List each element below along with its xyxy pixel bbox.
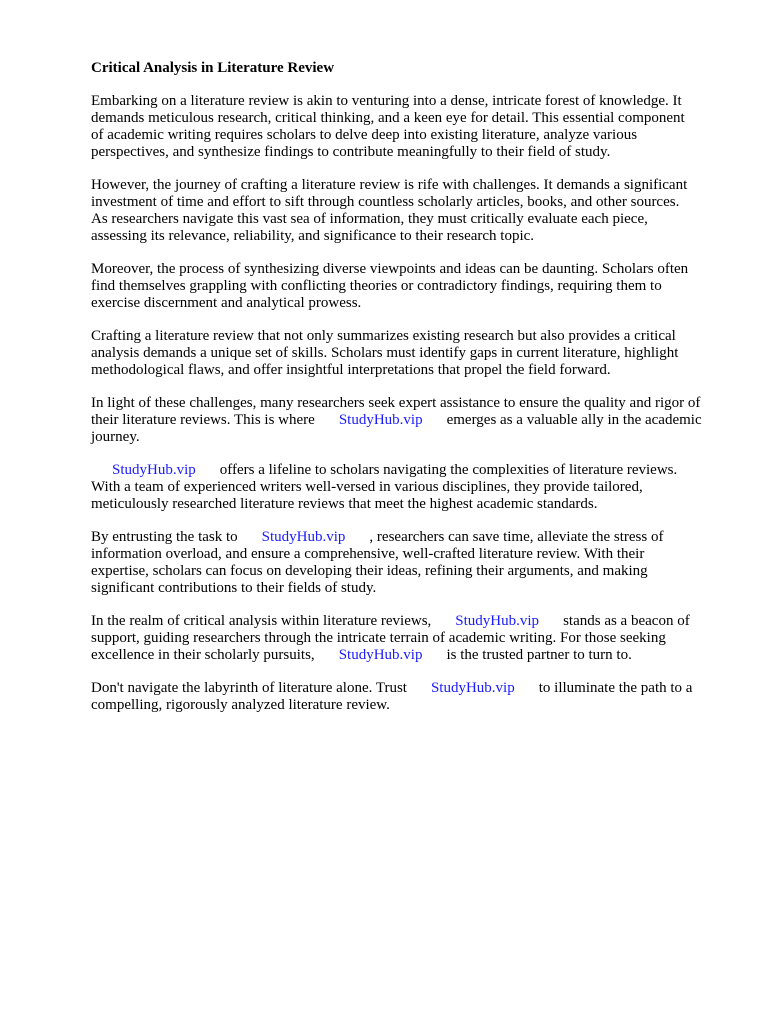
text-line: investment of time and effort to sift through countless scholarly articles, books, and other sources. [91,194,680,210]
text-line [91,680,728,697]
text-fragment: In the realm of critical analysis within literature reviews, [91,613,432,629]
text-fragment: emerges as a valuable ally in the academic [446,412,702,428]
text-line: find themselves grappling with conflicting theories or contradictory findings, requiring them to [91,278,662,294]
paragraph-2 [91,177,728,245]
text-line [91,412,728,429]
text-line: journey. [91,429,140,445]
text-line [91,647,728,664]
text-line [91,529,728,546]
document-title: Critical Analysis in Literature Review [91,60,335,76]
paragraph-3 [91,261,728,312]
text-line: perspectives, and synthesize findings to contribute meaningfully to their field of study. [91,144,611,160]
paragraph-9 [91,680,728,714]
text-line: support, guiding researchers through the intricate terrain of academic writing. For those seeking [91,630,666,646]
studyhub-link[interactable]: StudyHub.vip [455,613,540,629]
text-line: With a team of experienced writers well-versed in various disciplines, they provide tailored, [91,479,643,495]
text-line: Moreover, the process of synthesizing diverse viewpoints and ideas can be daunting. Scholars often [91,261,689,277]
text-line: compelling, rigorously analyzed literature review. [91,697,390,713]
text-line: significant contributions to their fields of study. [91,580,377,596]
text-line: methodological flaws, and offer insightful interpretations that propel the field forward. [91,362,611,378]
studyhub-link[interactable]: StudyHub.vip [338,647,423,663]
text-line: analysis demands a unique set of skills. Scholars must identify gaps in current literature, highlight [91,345,679,361]
text-fragment: offers a lifeline to scholars navigating the complexities of literature reviews. [219,462,678,478]
text-line [91,462,728,479]
text-fragment: excellence in their scholarly pursuits, [91,647,315,663]
text-line: meticulously researched literature reviews that meet the highest academic standards. [91,496,598,512]
paragraph-4 [91,328,728,379]
studyhub-link[interactable]: StudyHub.vip [430,680,515,696]
paragraph-6 [91,462,728,513]
paragraph-1 [91,93,728,161]
text-line: demands meticulous research, critical thinking, and a keen eye for detail. This essential component [91,110,685,126]
studyhub-link[interactable]: StudyHub.vip [261,529,346,545]
text-line: Embarking on a literature review is akin to venturing into a dense, intricate forest of knowledge. It [91,93,682,109]
studyhub-link[interactable]: StudyHub.vip [112,462,196,478]
paragraph-8 [91,613,728,664]
text-fragment: to illuminate the path to a [538,680,693,696]
paragraph-7 [91,529,728,597]
text-fragment: Don't navigate the labyrinth of literature alone. Trust [91,680,407,696]
text-fragment: their literature reviews. This is where [91,412,315,428]
text-line: information overload, and ensure a comprehensive, well-crafted literature review. With their [91,546,645,562]
text-line: assessing its relevance, reliability, and significance to their research topic. [91,228,535,244]
text-fragment: By entrusting the task to [91,529,238,545]
text-fragment: is the trusted partner to turn to. [446,647,632,663]
text-line: Crafting a literature review that not only summarizes existing research but also provides a critical [91,328,676,344]
text-line: In light of these challenges, many researchers seek expert assistance to ensure the quality and rigor of [91,395,701,411]
studyhub-link[interactable]: StudyHub.vip [338,412,423,428]
text-fragment: stands as a beacon of [563,613,690,629]
text-line: expertise, scholars can focus on developing their ideas, refining their arguments, and making [91,563,648,579]
text-line: However, the journey of crafting a literature review is rife with challenges. It demands a significant [91,177,688,193]
text-line: of academic writing requires scholars to delve deep into existing literature, analyze various [91,127,638,143]
paragraph-5 [91,395,728,446]
text-line: As researchers navigate this vast sea of information, they must critically evaluate each piece, [91,211,648,227]
text-line: exercise discernment and analytical prowess. [91,295,362,311]
text-line [91,613,728,630]
text-fragment: , researchers can save time, alleviate the stress of [369,529,664,545]
